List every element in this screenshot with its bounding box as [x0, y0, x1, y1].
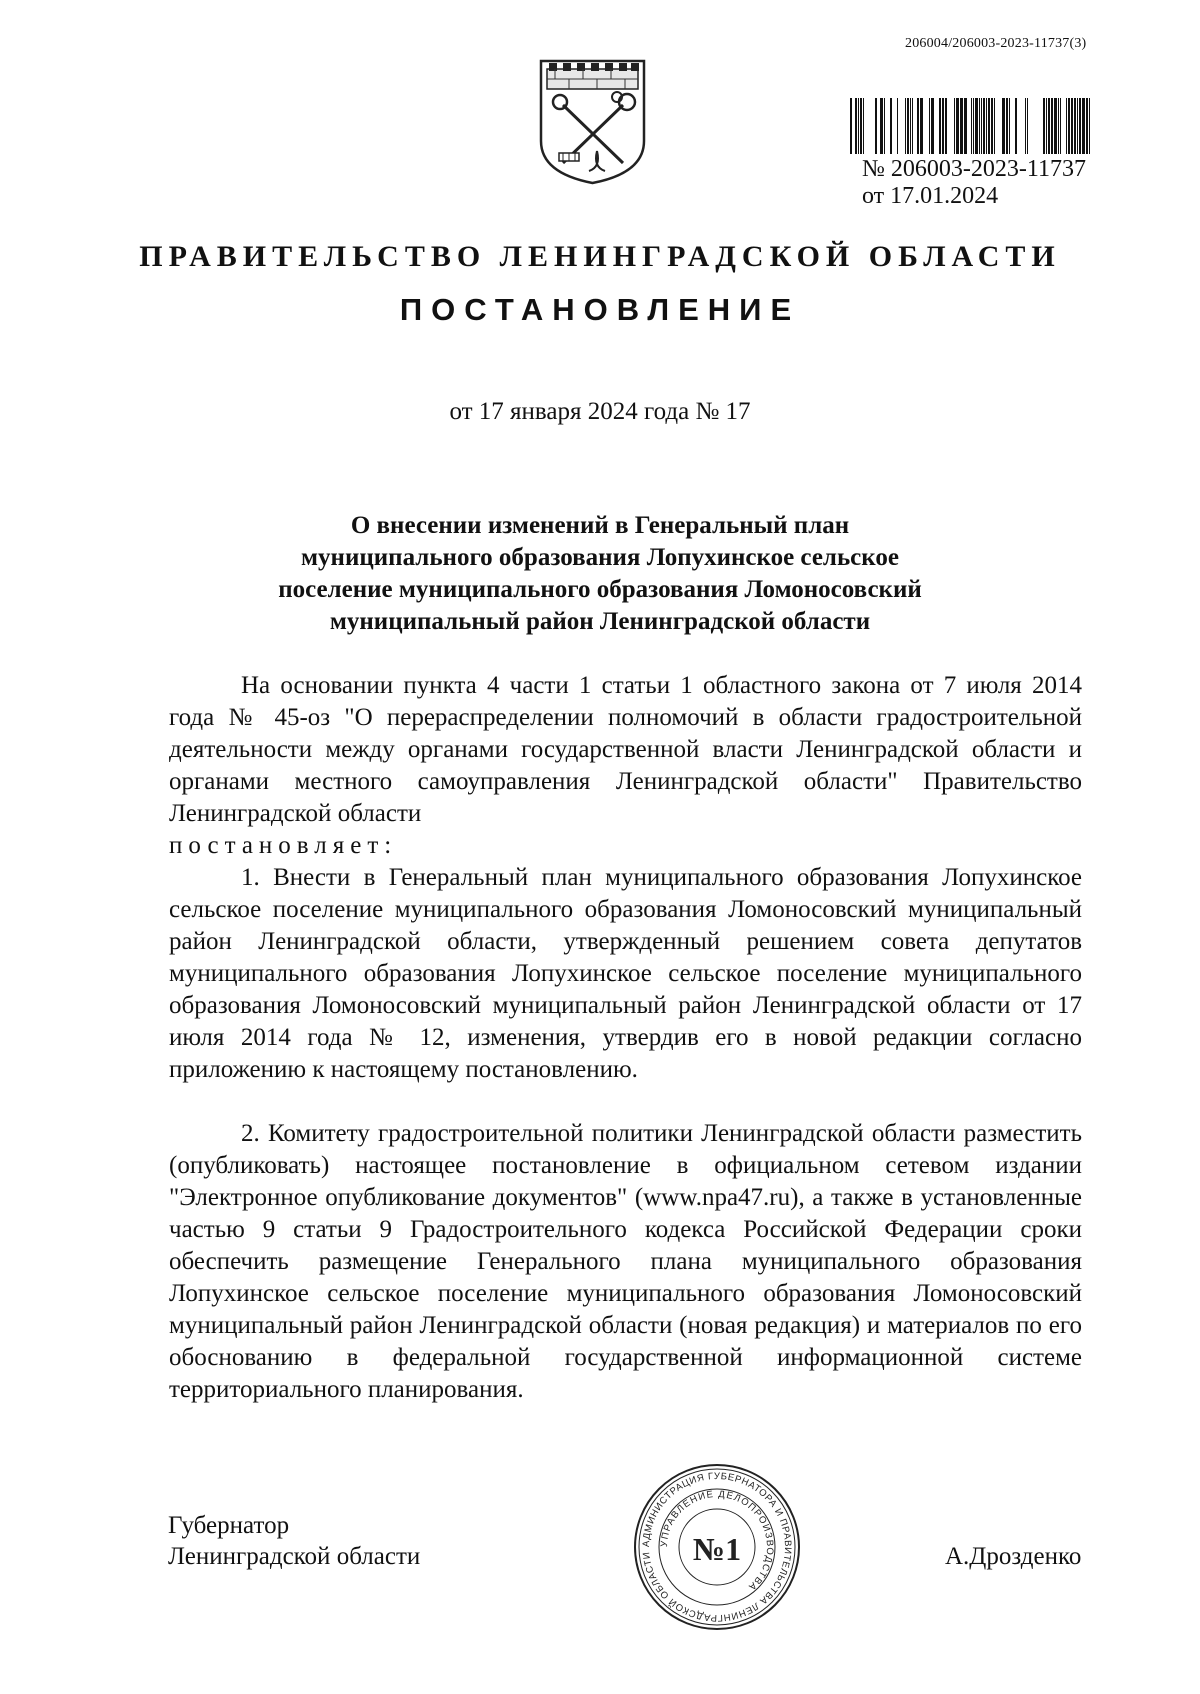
decree-date-number: от 17 января 2024 года № 17	[449, 398, 751, 425]
preamble-paragraph	[169, 670, 1082, 862]
registration-number: № 206003-2023-11737	[862, 156, 1086, 182]
signer-position	[168, 1510, 420, 1572]
leningrad-oblast-coat-of-arms-icon	[535, 55, 650, 187]
decree-title-line: муниципального образования Лопухинское сельское	[301, 544, 899, 571]
stamp-inner-text: УПРАВЛЕНИЕ ДЕЛОПРОИЗВОДСТВА	[658, 1488, 776, 1593]
document-type: ПОСТАНОВЛЕНИЕ	[399, 292, 801, 327]
decree-operative-word: постановляет:	[169, 832, 398, 859]
preamble-text: На основании пункта 4 части 1 статьи 1 областного закона от 7 июля 2014 года № 45-оз "О перераспределении полномочий в области градостроительной деятельности между органами государственной власти Ленинградской области и органами местного самоуправления Ленинградской области" Правительство Ленинградской области	[169, 672, 1082, 827]
signer-position-line: Губернатор	[168, 1512, 290, 1539]
decree-title	[240, 510, 960, 638]
document-reference-code: 206004/206003-2023-11737(3)	[905, 36, 1087, 51]
signer-name: А.Дрозденко	[945, 1543, 1082, 1570]
registration-date: от 17.01.2024	[862, 183, 999, 209]
stamp-number: №1	[692, 1531, 742, 1567]
barcode-icon	[850, 98, 1090, 154]
signer-position-line: Ленинградской области	[168, 1543, 421, 1570]
decree-item-2: 2. Комитету градостроительной политики Ленинградской области разместить (опубликовать) настоящее постановление в официальном сетевом издании "Электронное опубликование документов" (www.npa47.ru), а также в установленные частью 9 статьи 9 Градостроительного кодекса Российской Федерации сроки обеспечить размещение Генерального плана муниципального образования Лопухинское сельское поселение муниципального образования Ломоносовский муниципальный район Ленинградской области (новая редакция) и материалов по его обоснованию в федеральной государственной информационной системе территориального планирования.	[169, 1120, 1082, 1403]
decree-title-line: поселение муниципального образования Ломоносовский	[278, 576, 922, 603]
decree-title-line: О внесении изменений в Генеральный план	[350, 512, 850, 539]
office-stamp-icon	[632, 1462, 802, 1632]
decree-item-1: 1. Внести в Генеральный план муниципального образования Лопухинское сельское поселение муниципального образования Ломоносовский муниципальный район Ленинградской области, утвержденный решением совета депутатов муниципального образования Лопухинское сельское поселение муниципального образования Ломоносовский муниципальный район Ленинградской области от 17 июля 2014 года № 12, изменения, утвердив его в новой редакции согласно приложению к настоящему постановлению.	[169, 864, 1082, 1083]
stamp-ring-text: АДМИНИСТРАЦИЯ ГУБЕРНАТОРА И ПРАВИТЕЛЬСТВА ЛЕНИНГРАДСКОЙ ОБЛАСТИ	[640, 1470, 794, 1624]
issuing-authority: ПРАВИТЕЛЬСТВО ЛЕНИНГРАДСКОЙ ОБЛАСТИ	[139, 240, 1061, 273]
decree-title-line: муниципальный район Ленинградской области	[329, 608, 871, 635]
